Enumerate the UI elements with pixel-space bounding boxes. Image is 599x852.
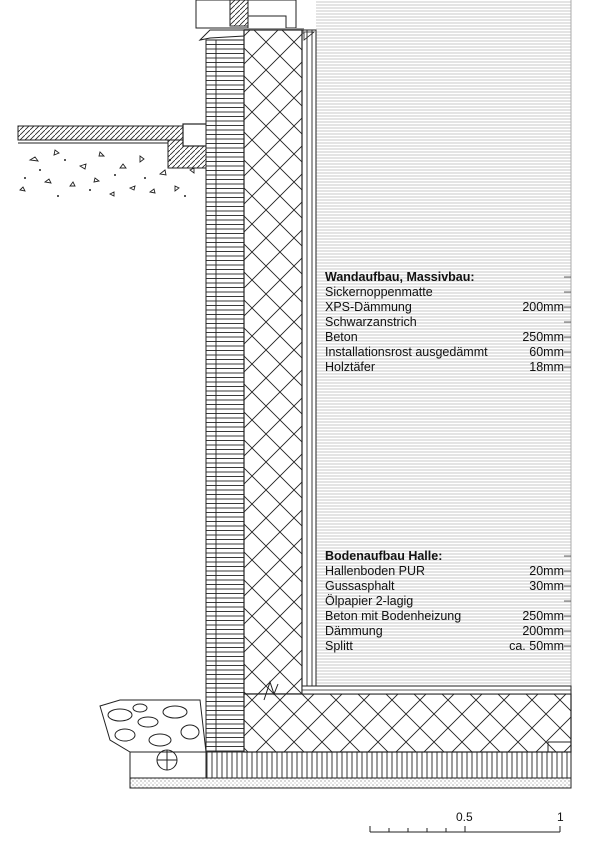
terrain-surface — [18, 126, 183, 140]
beton-wall — [244, 30, 302, 694]
wall-layer: Installationsrost ausgedämmt 60mm — [325, 345, 564, 359]
floor-legend — [325, 549, 564, 654]
drainage-stones — [100, 700, 206, 752]
scale-label-end: 1 — [557, 810, 564, 824]
sickernoppenmatte-layer — [206, 40, 244, 752]
wall-layer: Schwarzanstrich — [325, 315, 417, 329]
wall-layer: Beton 250mm — [325, 330, 564, 344]
floor-layer: Splitt ca. 50mm — [325, 639, 564, 653]
scale-bar — [370, 826, 560, 832]
floor-layer: Gussasphalt 30mm — [325, 579, 564, 593]
wall-layer: XPS-Dämmung 200mm — [325, 300, 564, 314]
wall-heading: Wandaufbau, Massivbau: — [325, 270, 475, 284]
floor-slab — [244, 694, 571, 752]
wall-layer: Sickernoppenmatte — [325, 285, 433, 299]
scale-label-mid: 0.5 — [456, 810, 473, 824]
floor-layer: Dämmung 200mm — [325, 624, 564, 638]
splitt-base — [130, 778, 571, 788]
floor-layer: Hallenboden PUR 20mm — [325, 564, 564, 578]
wall-layer: Holztäfer 18mm — [325, 360, 564, 374]
drain-pipe-icon — [157, 750, 177, 770]
floor-layer: Beton mit Bodenheizung 250mm — [325, 609, 564, 623]
installationsrost-layer — [302, 30, 316, 688]
floor-heading: Bodenaufbau Halle: — [325, 549, 443, 563]
floor-insulation — [206, 752, 571, 778]
floor-layer: Ölpapier 2-lagig — [325, 594, 414, 608]
wall-legend — [325, 270, 564, 375]
